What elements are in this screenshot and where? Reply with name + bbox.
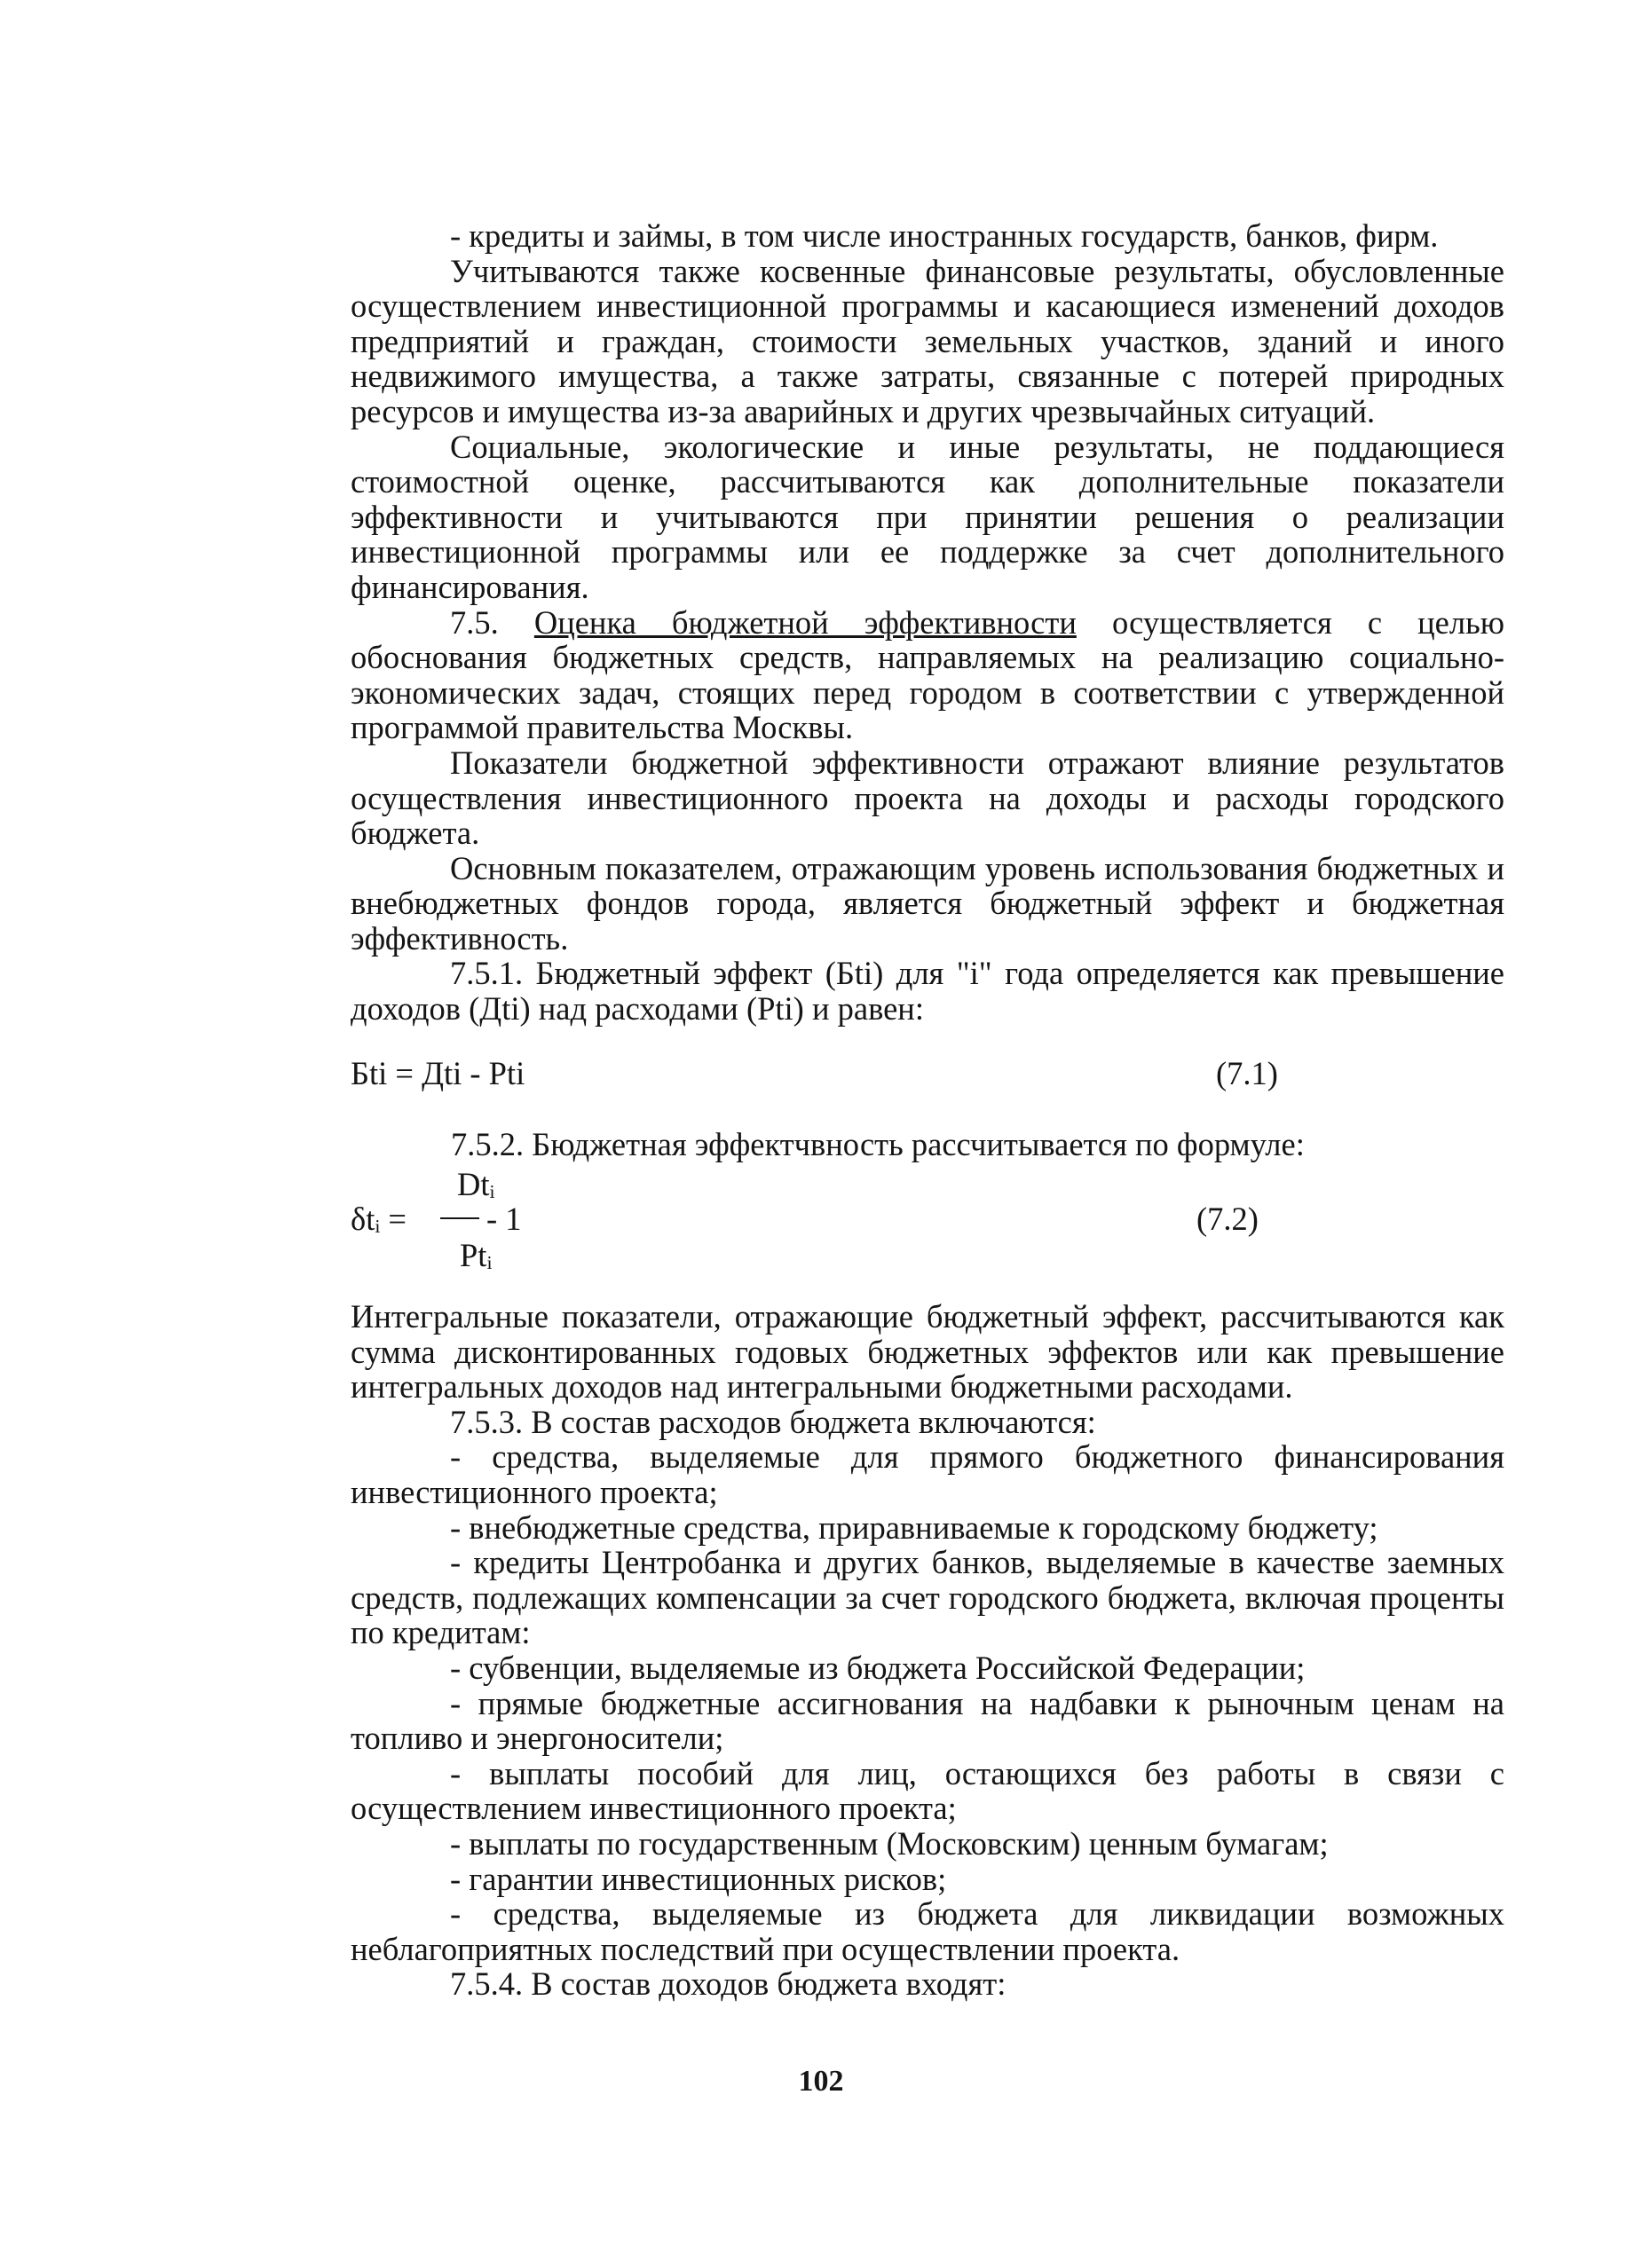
- list-item: - гарантии инвестиционных рисков;: [450, 1860, 947, 1897]
- fraction-bar: [440, 1217, 479, 1219]
- paragraph-7-5-2: 7.5.2. Бюджетная эффектчвность рассчитывается по формуле:: [451, 1126, 1305, 1162]
- page-number: 102: [798, 2065, 844, 2098]
- formula-7-2-lhs: δtᵢ =: [351, 1201, 407, 1237]
- paragraph-7-5-1: 7.5.1. Бюджетный эффект (Бti) для "i" года определяется как превышение доходов (Дti) над расходами (Рti) и равен:: [351, 955, 1504, 1028]
- paragraph: Учитываются также косвенные финансовые результаты, обусловленные осуществлением инвестиционной программы и касающиеся изменений доходов предприятий и граждан, стоимости земельных участков, зданий и иного недвижимого имущества, а также затраты, связанные с потерей природных ресурсов и имущества из-за аварийных и других чрезвычайных ситуаций.: [351, 252, 1504, 429]
- list-item: - средства, выделяемые из бюджета для ликвидации возможных неблагоприятных последствий при осуществлении проекта.: [351, 1895, 1504, 1967]
- list-item: - прямые бюджетные ассигнования на надбавки к рыночным ценам на топливо и энергоносители;: [351, 1684, 1504, 1757]
- list-item: - субвенции, выделяемые из бюджета Российской Федерации;: [450, 1649, 1306, 1686]
- list-item: - выплаты по государственным (Московским) ценным бумагам;: [450, 1824, 1329, 1862]
- formula-7-1-expression: Бti = Дti - Pti: [351, 1055, 525, 1091]
- paragraph: Основным показателем, отражающим уровень использования бюджетных и внебюджетных фондов города, является бюджетный эффект и бюджетная эффективность.: [351, 849, 1504, 957]
- paragraph-7-5: [351, 605, 1504, 745]
- paragraph-7-5-3: 7.5.3. В состав расходов бюджета включаются:: [450, 1403, 1096, 1440]
- paragraph: Социальные, экологические и иные результаты, не поддающиеся стоимостной оценке, рассчитываются как дополнительные показатели эффективности и учитываются при принятии решения о реализации инвестиционной программы или ее поддержке за счет дополнительного финансирования.: [351, 428, 1504, 605]
- formula-7-2-numerator: Dtᵢ: [457, 1166, 495, 1202]
- section-number: 7.5.: [450, 603, 499, 641]
- list-item: - кредиты Центробанка и других банков, выделяемые в качестве заемных средств, подлежащих компенсации за счет городского бюджета, включая проценты по кредитам:: [351, 1544, 1504, 1651]
- formula-7-1-number: (7.1): [1216, 1055, 1278, 1091]
- section-text: осуществляется с целью обоснования бюджетных средств, направляемых на реализацию социально-экономических задач, стоящих перед городом в соответствии с утвержденной программой правительства Москвы.: [351, 603, 1505, 746]
- paragraph: - кредиты и займы, в том числе иностранных государств, банков, фирм.: [450, 217, 1439, 254]
- paragraph-7-5-4: 7.5.4. В состав доходов бюджета входят:: [450, 1965, 1007, 2003]
- paragraph: Интегральные показатели, отражающие бюджетный эффект, рассчитываются как сумма дисконтированных годовых бюджетных эффектов или как превышение интегральных доходов над интегральными бюджетными расходами.: [351, 1298, 1504, 1406]
- list-item: - внебюджетные средства, приравниваемые к городскому бюджету;: [450, 1508, 1378, 1546]
- list-item: - средства, выделяемые для прямого бюджетного финансирования инвестиционного проекта;: [351, 1438, 1504, 1510]
- formula-7-2-minus-one: - 1: [486, 1201, 522, 1237]
- formula-7-2-number: (7.2): [1196, 1201, 1259, 1237]
- section-link[interactable]: Оценка бюджетной эффективности: [533, 603, 1077, 641]
- list-item: - выплаты пособий для лиц, остающихся без работы в связи с осуществлением инвестиционного проекта;: [351, 1754, 1504, 1827]
- text-block-1: [351, 218, 1504, 1027]
- formula-7-2-rhs: 1: [505, 1201, 522, 1237]
- paragraph: Показатели бюджетной эффективности отражают влияние результатов осуществления инвестиционного проекта на доходы и расходы городского бюджета.: [351, 744, 1504, 852]
- text-block-3: [351, 1299, 1504, 2002]
- formula-7-2-denominator: Ptᵢ: [460, 1237, 493, 1273]
